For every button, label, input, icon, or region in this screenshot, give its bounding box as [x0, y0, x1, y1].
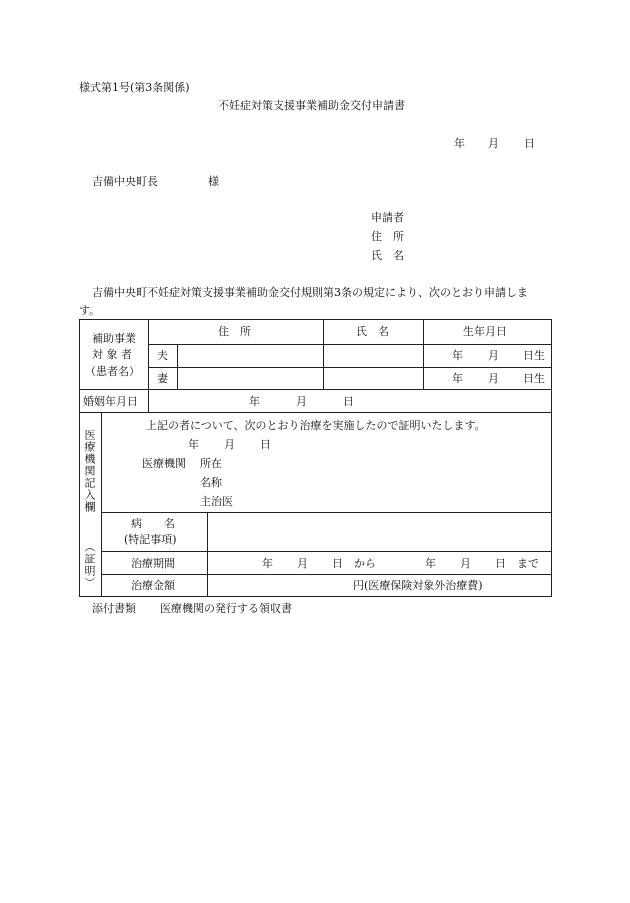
applicant-address-label: 住 所	[371, 230, 404, 243]
period-from-day: 日	[332, 557, 343, 570]
applicant-label: 申請者	[371, 211, 404, 224]
period-from-year: 年	[262, 557, 273, 570]
header-birthdate: 生年月日	[463, 325, 507, 338]
institution-location: 所在	[200, 457, 222, 470]
wife-birth-month: 月	[488, 372, 499, 385]
attachment-label: 添付書類	[92, 602, 136, 615]
applicant-name-label: 氏 名	[371, 249, 404, 262]
institution-doctor: 主治医	[200, 495, 233, 508]
institution-name: 名称	[200, 476, 222, 489]
marriage-label: 婚姻年月日	[83, 395, 138, 408]
row-line	[148, 344, 552, 345]
subject-label-2: 対 象 者	[92, 348, 132, 361]
row-line	[101, 551, 552, 552]
wife-label: 妻	[157, 372, 168, 385]
row-line	[79, 412, 552, 413]
col-line	[148, 319, 149, 412]
medical-entry-vertical: 医療機関記入欄	[83, 429, 96, 513]
cert-day: 日	[260, 438, 271, 451]
row-line	[101, 512, 552, 513]
wife-birth-day: 日生	[523, 372, 545, 385]
intro-line-1: 吉備中央町不妊症対策支援事業補助金交付規則第3条の規定により、次のとおり申請しま	[92, 286, 528, 299]
marriage-day: 日	[343, 395, 354, 408]
attachment-value: 医療機関の発行する領収書	[160, 602, 292, 615]
amount-label: 治療金額	[131, 579, 175, 592]
wife-birth-year: 年	[452, 372, 463, 385]
institution-label: 医療機関	[142, 457, 186, 470]
form-number: 様式第1号(第3条関係)	[79, 81, 190, 94]
form-title: 不妊症対策支援事業補助金交付申請書	[218, 99, 405, 112]
period-from-word: から	[354, 557, 376, 570]
col-line	[101, 412, 102, 597]
proof-vertical: （証明）	[83, 541, 96, 589]
period-to-day: 日	[495, 557, 506, 570]
husband-birth-month: 月	[488, 349, 499, 362]
date-month: 月	[488, 137, 499, 150]
subject-label-1: 補助事業	[92, 332, 136, 345]
date-year: 年	[454, 137, 465, 150]
col-line	[423, 319, 424, 389]
row-line	[101, 574, 552, 575]
period-to-month: 月	[460, 557, 471, 570]
disease-note-label: (特記事項)	[124, 533, 177, 546]
husband-birth-year: 年	[452, 349, 463, 362]
husband-birth-day: 日生	[523, 349, 545, 362]
col-line	[177, 344, 178, 389]
row-line	[148, 367, 552, 368]
col-line	[323, 319, 324, 389]
period-to-year: 年	[425, 557, 436, 570]
addressee-name: 吉備中央町長	[92, 175, 158, 188]
period-to-word: まで	[517, 557, 539, 570]
intro-line-2: す。	[79, 304, 101, 317]
marriage-year: 年	[249, 395, 260, 408]
addressee-honorific: 様	[208, 175, 219, 188]
col-line	[207, 512, 208, 597]
husband-label: 夫	[157, 349, 168, 362]
row-line	[79, 389, 552, 390]
header-name: 氏 名	[356, 325, 389, 338]
cert-year: 年	[188, 438, 199, 451]
marriage-month: 月	[296, 395, 307, 408]
subject-label-3: （患者名）	[85, 365, 140, 378]
header-address: 住 所	[218, 325, 251, 338]
date-day: 日	[524, 137, 535, 150]
period-label: 治療期間	[131, 557, 175, 570]
certification-text: 上記の者について、次のとおり治療を実施したので証明いたします。	[146, 419, 486, 432]
period-from-month: 月	[297, 557, 308, 570]
cert-month: 月	[224, 438, 235, 451]
disease-label: 病 名	[131, 517, 175, 530]
amount-text: 円(医療保険対象外治療費)	[353, 579, 483, 592]
